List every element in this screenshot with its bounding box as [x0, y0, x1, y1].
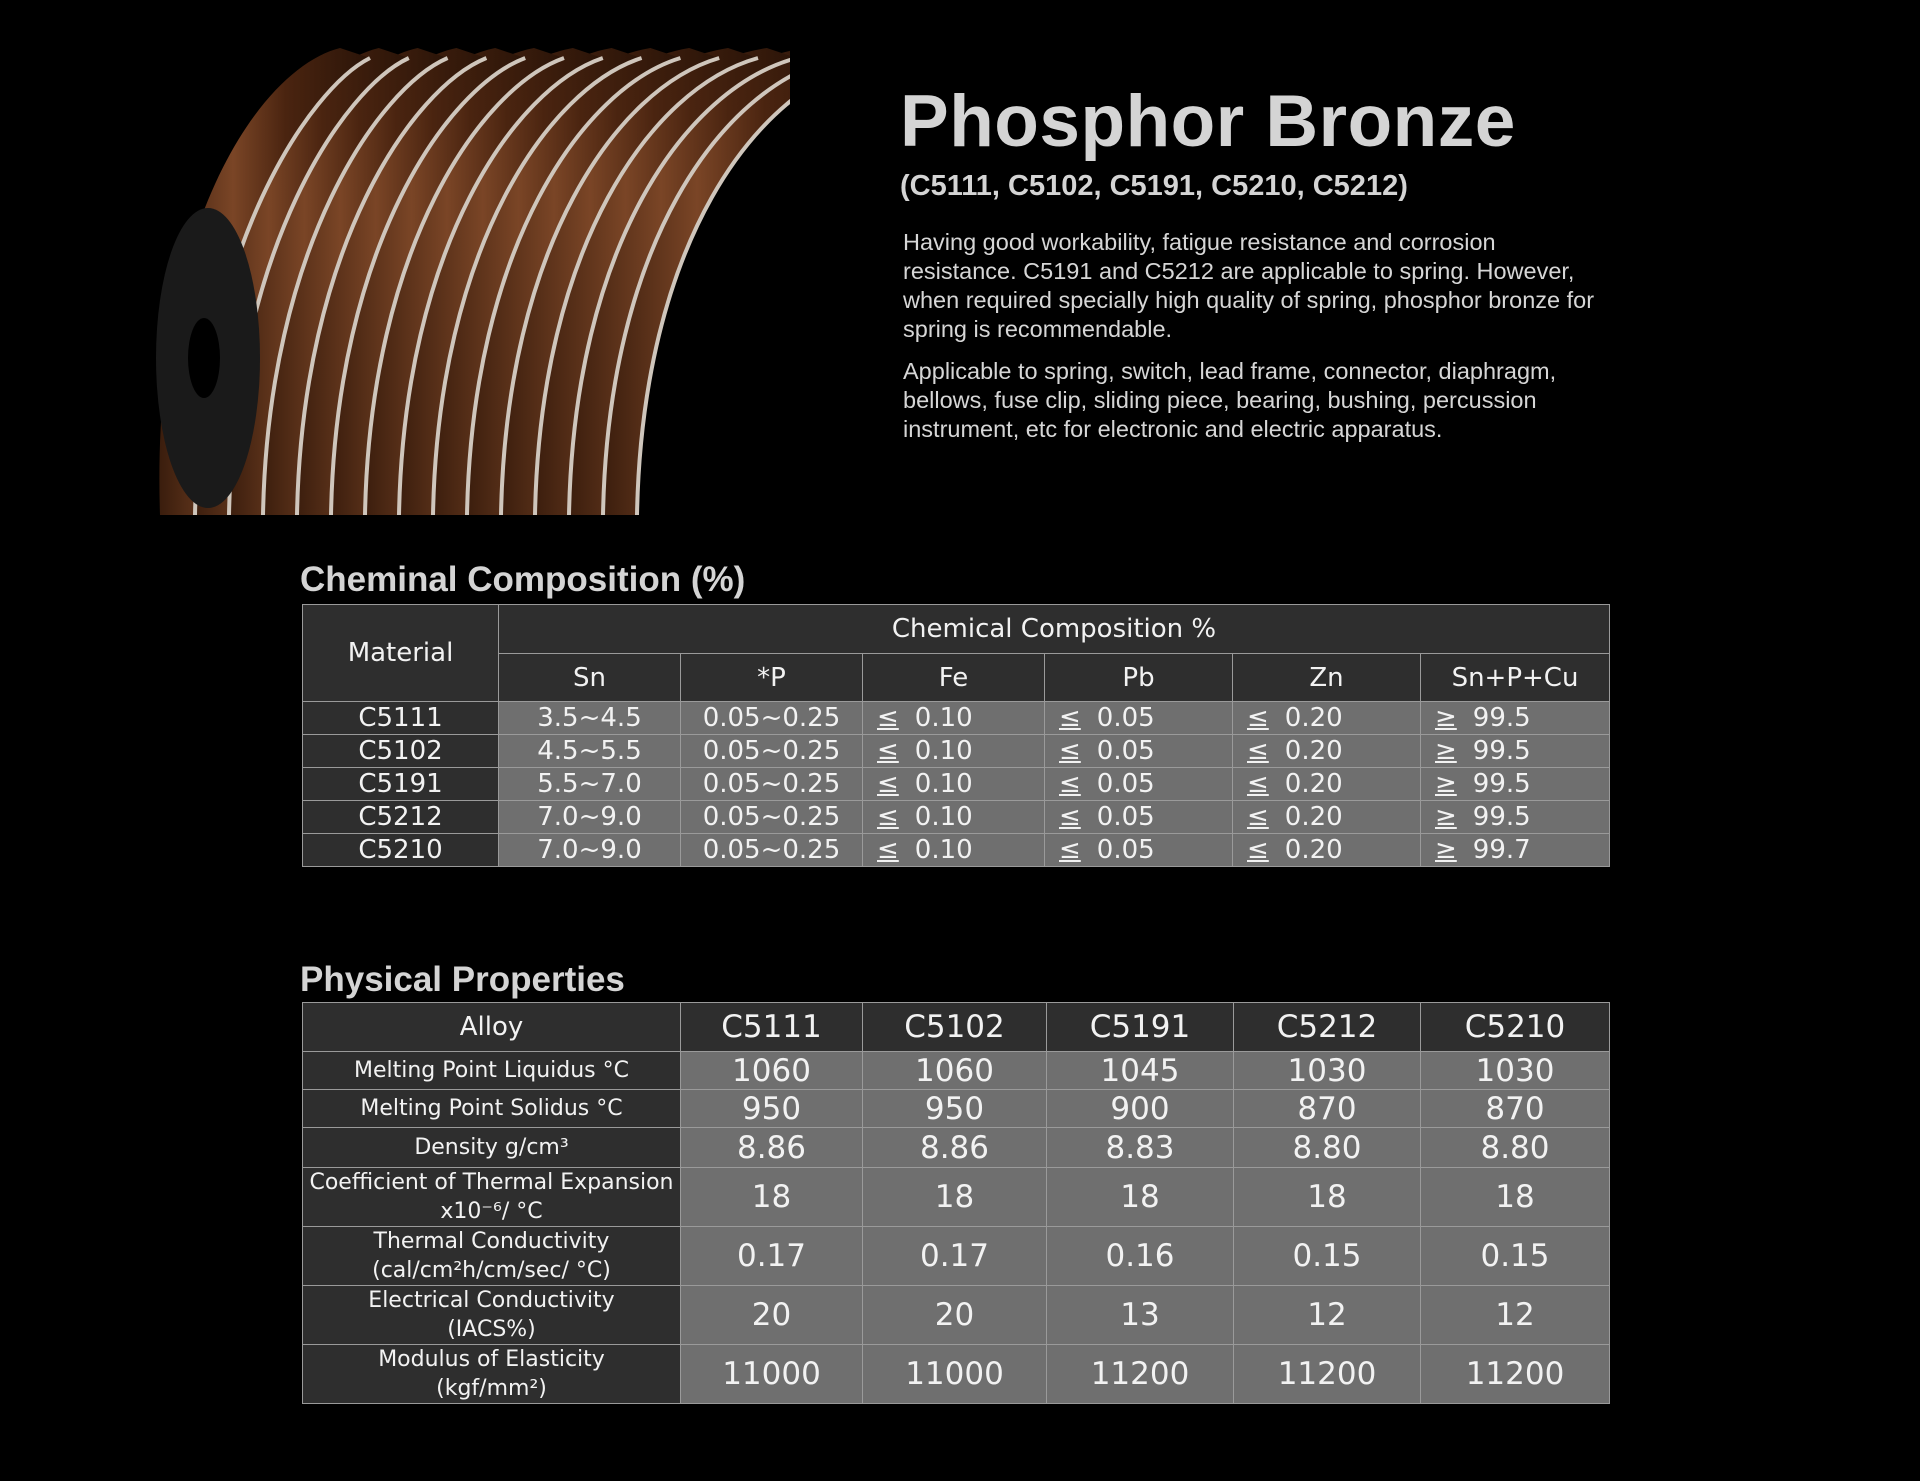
total-value-cell — [1421, 768, 1610, 801]
greater-equal-symbol: ≥ — [1435, 769, 1457, 799]
material-cell — [303, 801, 499, 834]
total-value: 99.5 — [1472, 769, 1531, 799]
property-value: 900 — [1047, 1090, 1234, 1128]
lead-value: 0.05 — [1096, 703, 1155, 733]
property-value: 950 — [863, 1090, 1047, 1128]
total-value-cell — [1421, 702, 1610, 735]
alloy-column-header: C5212 — [1234, 1003, 1421, 1052]
phosphorus-value: 0.05~0.25 — [702, 769, 841, 799]
property-value: 12 — [1234, 1286, 1421, 1345]
property-value: 0.16 — [1047, 1227, 1234, 1286]
property-label-line: Melting Point Liquidus °C — [354, 1058, 629, 1083]
iron-value-cell — [863, 768, 1045, 801]
property-value: 11000 — [681, 1345, 863, 1404]
zinc-value-cell — [1233, 834, 1421, 867]
tin-value-cell — [499, 834, 681, 867]
zinc-value: 0.20 — [1284, 736, 1343, 766]
table-row — [303, 1345, 1610, 1404]
property-value: 1030 — [1234, 1052, 1421, 1090]
physical-properties-table — [302, 1002, 1610, 1404]
property-value: 13 — [1047, 1286, 1234, 1345]
property-label-line: (cal/cm²h/cm/sec/ °C) — [372, 1258, 611, 1283]
composition-table — [302, 604, 1610, 867]
coil-illustration — [130, 28, 790, 515]
property-value: 0.15 — [1234, 1227, 1421, 1286]
tin-value: 7.0~9.0 — [537, 835, 642, 865]
alloy-column-header: C5111 — [681, 1003, 863, 1052]
property-label-line: Modulus of Elasticity — [378, 1347, 605, 1372]
composition-group-header: Chemical Composition % — [499, 605, 1610, 654]
lead-value-cell — [1045, 768, 1233, 801]
copper-coil-image — [130, 28, 790, 515]
material-cell — [303, 702, 499, 735]
greater-equal-symbol: ≥ — [1435, 703, 1457, 733]
less-equal-symbol: ≤ — [1059, 736, 1081, 766]
material-cell — [303, 834, 499, 867]
table-row — [303, 768, 1610, 801]
total-value: 99.5 — [1472, 736, 1531, 766]
material: C5191 — [358, 769, 443, 799]
greater-equal-symbol: ≥ — [1435, 802, 1457, 832]
total-value: 99.5 — [1472, 703, 1531, 733]
property-value: 1045 — [1047, 1052, 1234, 1090]
property-label-line: Coefficient of Thermal Expansion — [309, 1170, 674, 1195]
property-value: 8.86 — [863, 1128, 1047, 1168]
property-label-line: Electrical Conductivity — [368, 1288, 615, 1313]
lead-value-cell — [1045, 834, 1233, 867]
description-paragraph: Applicable to spring, switch, lead frame, connector, diaphragm, bellows, fuse clip, sliding piece, bearing, bushing, percussion instrument, etc for electronic and electric apparatus. — [903, 358, 1557, 442]
property-value: 0.17 — [863, 1227, 1047, 1286]
total-value-cell — [1421, 834, 1610, 867]
alloy-list-subtitle: (C5111, C5102, C5191, C5210, C5212) — [900, 170, 1408, 202]
phosphorus-value: 0.05~0.25 — [702, 703, 841, 733]
table-row — [303, 1128, 1610, 1168]
property-value: 0.17 — [681, 1227, 863, 1286]
property-value: 8.83 — [1047, 1128, 1234, 1168]
iron-value-cell — [863, 801, 1045, 834]
property-value: 1060 — [863, 1052, 1047, 1090]
material: C5102 — [358, 736, 443, 766]
property-label-line: Melting Point Solidus °C — [360, 1096, 623, 1121]
alloy-column-header: C5191 — [1047, 1003, 1234, 1052]
greater-equal-symbol: ≥ — [1435, 835, 1457, 865]
table-row — [303, 834, 1610, 867]
phosphorus-value-cell — [681, 768, 863, 801]
phosphorus-value-cell — [681, 834, 863, 867]
property-value: 11000 — [863, 1345, 1047, 1404]
lead-value-cell — [1045, 702, 1233, 735]
zinc-value: 0.20 — [1284, 703, 1343, 733]
zinc-value-cell — [1233, 735, 1421, 768]
phosphorus-value-cell — [681, 735, 863, 768]
lead-value: 0.05 — [1096, 835, 1155, 865]
phosphorus-value-cell — [681, 801, 863, 834]
tin-value: 7.0~9.0 — [537, 802, 642, 832]
less-equal-symbol: ≤ — [1247, 802, 1269, 832]
lead-value-cell — [1045, 801, 1233, 834]
property-value: 18 — [1047, 1168, 1234, 1227]
property-value: 870 — [1234, 1090, 1421, 1128]
iron-value-cell — [863, 834, 1045, 867]
column-header: Fe — [863, 654, 1045, 702]
tin-value-cell — [499, 702, 681, 735]
product-description — [903, 228, 1603, 457]
iron-value: 0.10 — [914, 769, 973, 799]
less-equal-symbol: ≤ — [877, 802, 899, 832]
table-row — [303, 1227, 1610, 1286]
less-equal-symbol: ≤ — [877, 736, 899, 766]
property-value: 8.80 — [1421, 1128, 1610, 1168]
property-value: 950 — [681, 1090, 863, 1128]
iron-value: 0.10 — [914, 802, 973, 832]
property-value: 18 — [1421, 1168, 1610, 1227]
property-value: 18 — [863, 1168, 1047, 1227]
less-equal-symbol: ≤ — [1059, 835, 1081, 865]
property-value: 20 — [681, 1286, 863, 1345]
less-equal-symbol: ≤ — [1247, 703, 1269, 733]
total-value: 99.7 — [1472, 835, 1531, 865]
table-row — [303, 702, 1610, 735]
property-label — [303, 1345, 681, 1404]
less-equal-symbol: ≤ — [1059, 703, 1081, 733]
iron-value: 0.10 — [914, 736, 973, 766]
alloy-header: Alloy — [303, 1003, 681, 1052]
tin-value: 3.5~4.5 — [537, 703, 642, 733]
table-row — [303, 1052, 1610, 1090]
zinc-value-cell — [1233, 768, 1421, 801]
column-header: Sn — [499, 654, 681, 702]
phosphorus-value: 0.05~0.25 — [702, 802, 841, 832]
tin-value-cell — [499, 768, 681, 801]
zinc-value: 0.20 — [1284, 802, 1343, 832]
table-row — [303, 801, 1610, 834]
material-header: Material — [303, 605, 499, 702]
table-row — [303, 1168, 1610, 1227]
property-value: 870 — [1421, 1090, 1610, 1128]
iron-value: 0.10 — [914, 703, 973, 733]
property-value: 8.86 — [681, 1128, 863, 1168]
column-header: Zn — [1233, 654, 1421, 702]
lead-value: 0.05 — [1096, 802, 1155, 832]
property-label — [303, 1168, 681, 1227]
tin-value-cell — [499, 801, 681, 834]
property-value: 12 — [1421, 1286, 1610, 1345]
property-value: 0.15 — [1421, 1227, 1610, 1286]
property-label — [303, 1227, 681, 1286]
property-label-line: Density g/cm³ — [414, 1135, 569, 1160]
less-equal-symbol: ≤ — [877, 703, 899, 733]
material: C5212 — [358, 802, 443, 832]
less-equal-symbol: ≤ — [877, 835, 899, 865]
alloy-column-header: C5210 — [1421, 1003, 1610, 1052]
column-header: Pb — [1045, 654, 1233, 702]
physical-section-title: Physical Properties — [300, 960, 625, 999]
lead-value-cell — [1045, 735, 1233, 768]
property-label-line: Thermal Conductivity — [373, 1229, 610, 1254]
phosphorus-value: 0.05~0.25 — [702, 835, 841, 865]
greater-equal-symbol: ≥ — [1435, 736, 1457, 766]
material: C5111 — [358, 703, 443, 733]
table-row — [303, 1090, 1610, 1128]
material: C5210 — [358, 835, 443, 865]
property-value: 1060 — [681, 1052, 863, 1090]
phosphorus-value-cell — [681, 702, 863, 735]
material-cell — [303, 768, 499, 801]
column-header: *P — [681, 654, 863, 702]
lead-value: 0.05 — [1096, 736, 1155, 766]
property-label — [303, 1090, 681, 1128]
alloy-column-header: C5102 — [863, 1003, 1047, 1052]
tin-value: 5.5~7.0 — [537, 769, 642, 799]
material-cell — [303, 735, 499, 768]
property-label-line: (IACS%) — [447, 1317, 536, 1342]
property-label — [303, 1286, 681, 1345]
property-value: 1030 — [1421, 1052, 1610, 1090]
less-equal-symbol: ≤ — [1247, 769, 1269, 799]
iron-value-cell — [863, 735, 1045, 768]
lead-value: 0.05 — [1096, 769, 1155, 799]
total-value-cell — [1421, 801, 1610, 834]
less-equal-symbol: ≤ — [1059, 769, 1081, 799]
property-label-line: x10⁻⁶/ °C — [440, 1199, 543, 1224]
property-value: 11200 — [1047, 1345, 1234, 1404]
table-row — [303, 1286, 1610, 1345]
iron-value: 0.10 — [914, 835, 973, 865]
property-value: 11200 — [1234, 1345, 1421, 1404]
column-header: Sn+P+Cu — [1421, 654, 1610, 702]
less-equal-symbol: ≤ — [1059, 802, 1081, 832]
property-value: 18 — [1234, 1168, 1421, 1227]
property-label — [303, 1128, 681, 1168]
tin-value-cell — [499, 735, 681, 768]
description-paragraph: Having good workability, fatigue resistance and corrosion resistance. C5191 and C5212 are applicable to spring. However, when required specially high quality of spring, phosphor bronze for spring is recommendable. — [903, 229, 1595, 342]
less-equal-symbol: ≤ — [1247, 835, 1269, 865]
property-value: 11200 — [1421, 1345, 1610, 1404]
property-value: 20 — [863, 1286, 1047, 1345]
zinc-value: 0.20 — [1284, 769, 1343, 799]
zinc-value: 0.20 — [1284, 835, 1343, 865]
page-title: Phosphor Bronze — [900, 81, 1516, 162]
composition-section-title: Cheminal Composition (%) — [300, 560, 746, 599]
property-label-line: (kgf/mm²) — [436, 1376, 547, 1401]
less-equal-symbol: ≤ — [1247, 736, 1269, 766]
table-row — [303, 735, 1610, 768]
property-label — [303, 1052, 681, 1090]
property-value: 8.80 — [1234, 1128, 1421, 1168]
phosphorus-value: 0.05~0.25 — [702, 736, 841, 766]
total-value: 99.5 — [1472, 802, 1531, 832]
less-equal-symbol: ≤ — [877, 769, 899, 799]
iron-value-cell — [863, 702, 1045, 735]
zinc-value-cell — [1233, 702, 1421, 735]
zinc-value-cell — [1233, 801, 1421, 834]
total-value-cell — [1421, 735, 1610, 768]
property-value: 18 — [681, 1168, 863, 1227]
tin-value: 4.5~5.5 — [537, 736, 642, 766]
